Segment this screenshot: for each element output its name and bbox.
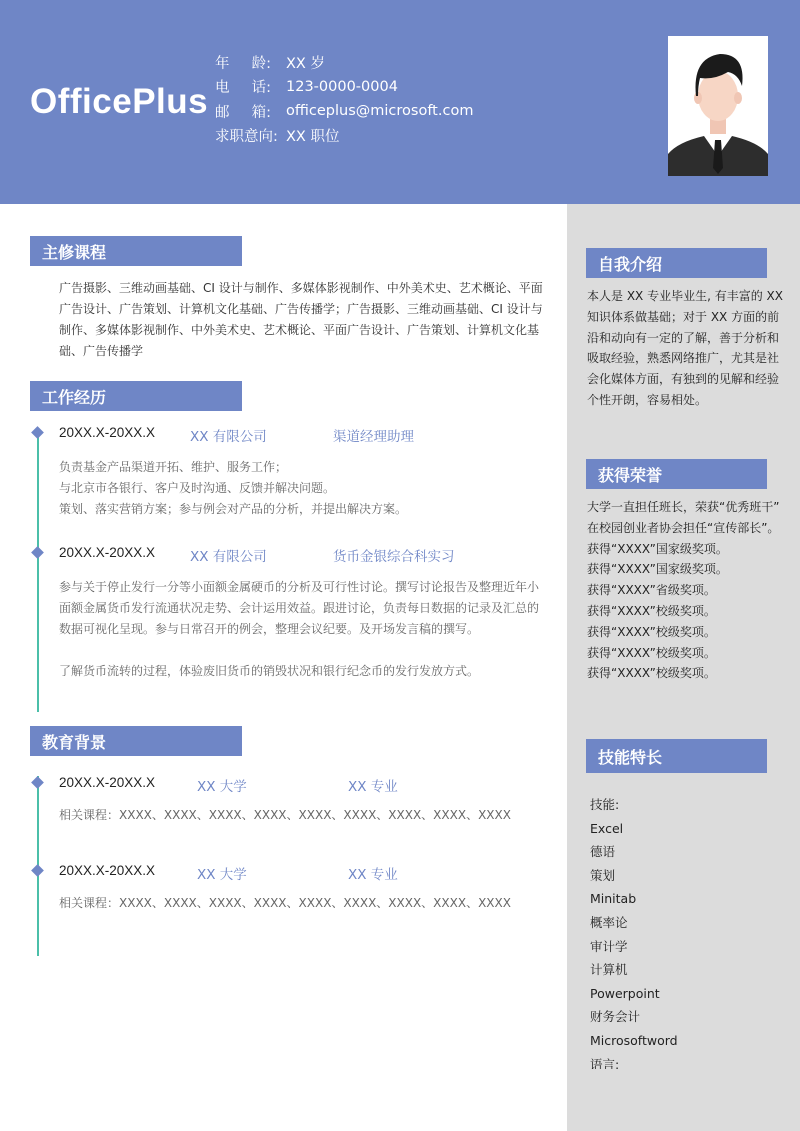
courses-text: 广告摄影、三维动画基础、CI 设计与制作、多媒体影视制作、中外美术史、艺术概论、平面 广告设计、广告策划、计算机文化基础、广告传播学；广告摄影、三维动画基础、CI 设计与 制作、多媒体影视制作、中外美术史、艺术概论、平面广告设计、广告策划、计算机文化基 础、广告传播学 [59,281,543,358]
work-timeline [37,432,39,712]
skills-list [590,793,678,1069]
section-title-skills: 技能特长 [586,739,767,773]
skill-item: 技能: [590,797,620,812]
skill-item: 审计学 [590,938,628,954]
skill-item: 语言: [590,1056,620,1069]
work-role-1: 渠道经理助理 [333,429,414,445]
objective-value: XX 职位 [286,129,340,146]
brand-name: OfficePlus [30,82,209,121]
skill-item: 计算机 [590,962,628,978]
work-marker-1 [31,426,44,439]
info-row-phone: 电 话: 123-0000-0004 [215,78,398,97]
section-title-honors: 获得荣誉 [586,459,767,489]
section-title-courses: 主修课程 [30,236,242,266]
info-row-age: 年 龄: XX 岁 [215,50,473,75]
avatar-icon [668,36,768,176]
header-banner [0,0,800,204]
info-row-objective: 求职意向: XX 职位 [215,124,473,149]
work-date-1: 20XX.X-20XX.X [59,425,156,440]
edu-marker-2 [31,864,44,877]
edu-courses-1: 相关课程：XXXX、XXXX、XXXX、XXXX、XXXX、XXXX、XXXX、XXXX、XXXX [59,808,511,822]
skill-item: Excel [590,820,624,836]
personal-info [215,50,473,148]
age-value: XX 岁 [286,55,325,72]
work-marker-2 [31,546,44,559]
work-desc-1: 负责基金产品渠道开拓、维护、服务工作； 与北京市各银行、客户及时沟通、反馈并解决问题。 策划、落实营销方案；参与例会对产品的分析，并提出解决方案。 [59,460,408,516]
work-date-2: 20XX.X-20XX.X [59,545,156,560]
edu-marker-1 [31,776,44,789]
edu-school-1: XX 大学 [197,779,247,795]
skill-item: 策划 [590,867,616,883]
work-role-2: 货币金银综合科实习 [333,549,455,565]
email-value: officeplus@microsoft.com [286,103,474,120]
edu-major-2: XX 专业 [348,867,398,883]
section-title-education: 教育背景 [30,726,242,756]
edu-date-2: 20XX.X-20XX.X [59,863,156,878]
intro-text: 本人是 XX 专业毕业生, 有丰富的 XX 知识体系做基础；对于 XX 方面的前 沿和动向有一定的了解，善于分析和 吸取经验，熟悉网络推广，尤其是社 会化媒体方面，有独到的见解和经验 个性开朗，容易相处。 [587,289,783,407]
section-title-intro: 自我介绍 [586,248,767,278]
avatar-photo [668,36,768,176]
edu-major-1: XX 专业 [348,779,398,795]
edu-date-1: 20XX.X-20XX.X [59,775,156,790]
work-company-1: XX 有限公司 [190,429,267,445]
phone-value: 123-0000-0004 [286,78,398,95]
honors-text: 大学一直担任班长，荣获“优秀班干” 在校园创业者协会担任“宣传部长”。 获得“XXXX”国家级奖项。 获得“XXXX”国家级奖项。 获得“XXXX”省级奖项。 获得“XXXX”校级奖项。 获得“XXXX”校级奖项。 获得“XXXX”校级奖项。 获得“XXXX”校级奖项。 [587,500,780,681]
work-desc-2: 参与关于停止发行一分等小面额金属硬币的分析及可行性讨论。撰写讨论报告及整理近年小 面额金属货币发行流通状况走势、会计运用效益。跟进讨论，负责每日数据的记录及汇总的 数据可视化呈现。参与日常召开的例会，整理会议纪要。及开场发言稿的撰写。 了解货币流转的过程，体验废旧货币的销毁状况和银行纪念币的发行发放方式。 [59,580,540,678]
edu-school-2: XX 大学 [197,867,247,883]
skill-item: Powerpoint [590,985,660,1001]
skill-item: Microsoftword [590,1032,678,1048]
skill-item: 德语 [590,844,616,860]
work-company-2: XX 有限公司 [190,549,267,565]
skill-item: 财务会计 [590,1009,641,1025]
info-row-email: 邮 箱: officeplus@microsoft.com [215,103,474,121]
section-title-work: 工作经历 [30,381,242,411]
edu-courses-2: 相关课程：XXXX、XXXX、XXXX、XXXX、XXXX、XXXX、XXXX、XXXX、XXXX [59,896,511,910]
skill-item: 概率论 [590,914,628,930]
skill-item: Minitab [590,891,637,907]
